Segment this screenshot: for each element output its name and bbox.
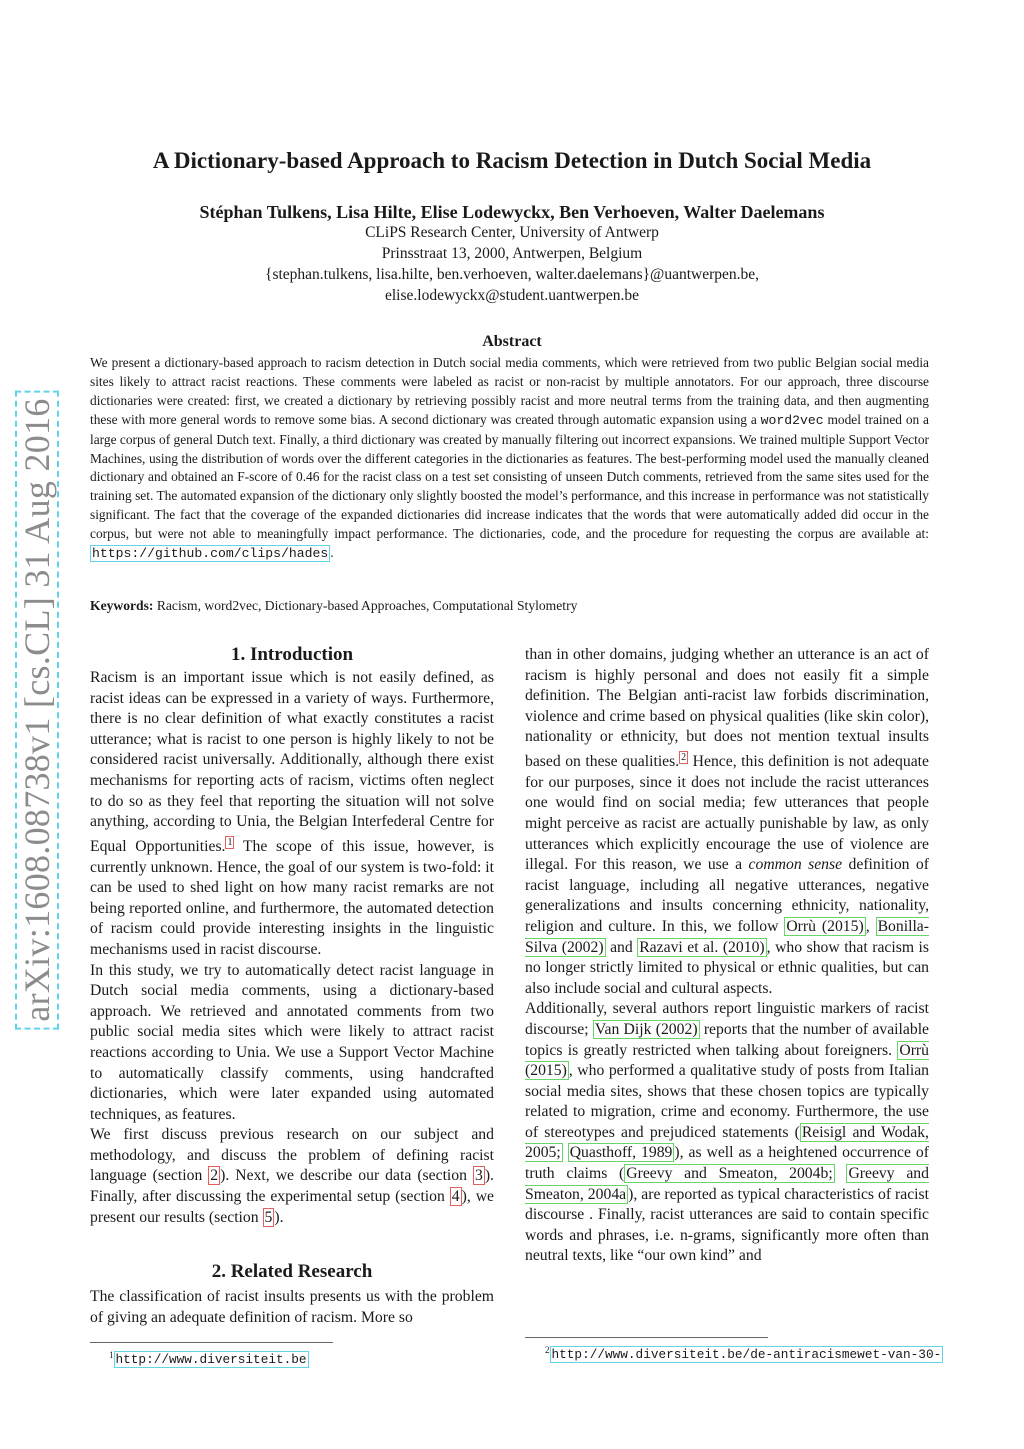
body-text: and	[605, 938, 638, 956]
keywords	[90, 598, 929, 614]
affiliation: CLiPS Research Center, University of Antwerp	[365, 224, 659, 241]
abstract-text-cont: model trained on a large corpus of general Dutch text. Finally, a third dictionary was created by manually filtering out incorrect expansions. We trained multiple Support Vector Machines, using the distribution of words over the different categories in the dictionaries as features. The best-performing model used the manually cleaned dictionary and obtained an F-score of 0.46 for the racist class on a test set consisting of unseen Dutch comments, retrieved from the same sites used for the training set. The automated expansion of the dictionary only slightly boosted the model’s performance, and this increase in performance was not statistically significant. The fact that the coverage of the expanded dictionaries did increase indicates that the words that were automatically added did occur in the corpus, but were not able to meaningfully impact performance. The dictionaries, code, and the procedure for requesting the corpus are available at:	[90, 411, 930, 542]
abstract-end: .	[330, 545, 334, 561]
intro-paragraph-3	[90, 1125, 494, 1228]
intro-text: ). Finally, after discussing the experimental setup (section	[90, 1167, 494, 1206]
body-text: ), as well as a heightened occurrence of truth claims (	[525, 1144, 929, 1183]
intro-paragraph-1	[90, 668, 494, 961]
author-emails: {stephan.tulkens, lisa.hilte, ben.verhoeven, walter.daelemans}@uantwerpen.be,	[265, 266, 759, 283]
section-ref-5[interactable]: 5	[264, 1208, 273, 1226]
footnote-divider-left	[90, 1342, 333, 1343]
body-text: definition of racist language, including all negative utterances, negative generalizations and insults concerning ethnicity, nationality, religion and culture. In this, we follow	[525, 856, 929, 935]
body-text: , who show that racism is no longer strictly limited to physical or ethnic qualities, but can also include social and cultural aspects.	[525, 938, 929, 997]
citation-orru[interactable]: Orrù (2015)	[786, 917, 864, 935]
left-column	[90, 668, 494, 1228]
body-text	[563, 1144, 568, 1161]
right-paragraph-1	[525, 645, 929, 999]
keywords-label: Keywords:	[90, 598, 154, 613]
body-text: ,	[865, 917, 876, 935]
citation-razavi[interactable]: Razavi et al. (2010)	[639, 938, 765, 956]
paper-title: A Dictionary-based Approach to Racism Detection in Dutch Social Media	[152, 148, 872, 173]
related-paragraph: The classification of racist insults presents us with the problem of giving an adequate definition of racism. More so	[90, 1288, 494, 1326]
citation-van-dijk[interactable]: Van Dijk (2002)	[594, 1020, 698, 1038]
intro-text: Racism is an important issue which is not easily defined, as racist ideas can be expressed in a variety of ways. Furthermore, there is no clear definition of what exactly constitutes a racist utterance; what is racist to one person is highly likely to not be considered racist universally. Additionally, although there exist mechanisms for reporting acts of racism, victims often neglect to do so as they feel that reporting the situation will not solve anything, according to Unia, the Belgian Interfederal Centre for Equal Opportunities.	[90, 669, 494, 855]
footnote-2	[545, 1345, 943, 1362]
arxiv-sidebar	[12, 400, 62, 1020]
body-text: Hence, this definition is not adequate for our purposes, since it does not include the racist utterances one would find on social media; few utterances that people might perceive as racist are actually punishable by law, as only utterances which explicitly encourage the use of violence are illegal. For this reason, we use a	[525, 753, 929, 874]
intro-text: We first discuss previous research on our subject and methodology, and discuss the problem of defining racist language (section	[90, 1126, 494, 1185]
right-paragraph-2	[525, 999, 929, 1267]
intro-text-cont: The scope of this issue, however, is currently unknown. Hence, the goal of our system is two-fold: it can be used to shed light on how many racist remarks are not being reported online, and furthermore, the automated detection of racism could provide interesting insights in the linguistic mechanisms used in racist discourse.	[90, 837, 494, 958]
footnote-ref-1[interactable]: 1	[227, 836, 233, 848]
right-column	[525, 645, 929, 1267]
body-text: , who performed a qualitative study of posts from Italian social media sites, shows that these chosen topics are typically related to migration, crime and economy. Furthermore, the use of stereotypes and prejudiced statements (	[525, 1062, 929, 1141]
section-ref-2[interactable]: 2	[210, 1167, 219, 1185]
keywords-text: Racism, word2vec, Dictionary-based Approaches, Computational Stylometry	[153, 598, 578, 613]
citation-greevy-2004b[interactable]: Greevy and Smeaton, 2004b;	[626, 1165, 833, 1183]
address: Prinsstraat 13, 2000, Antwerpen, Belgium	[381, 245, 643, 262]
section-ref-4[interactable]: 4	[451, 1188, 460, 1206]
intro-text: ).	[274, 1208, 284, 1226]
footnote-divider-right	[525, 1337, 768, 1338]
footnote-mark: 2	[545, 1345, 550, 1355]
abstract-heading: Abstract	[482, 333, 542, 350]
author-email-2: elise.lodewyckx@student.uantwerpen.be	[384, 287, 640, 304]
body-text	[835, 1165, 847, 1182]
intro-text: ), we present our results (section	[90, 1188, 494, 1226]
footnote-1	[109, 1350, 309, 1367]
code-word: word2vec	[760, 412, 824, 428]
introduction-heading: 1. Introduction	[230, 644, 354, 665]
citation-greevy-2004a[interactable]: Greevy and Smeaton, 2004a	[525, 1165, 929, 1203]
citation-reisigl-wodak[interactable]: Reisigl and Wodak, 2005;	[525, 1123, 929, 1162]
github-link[interactable]: https://github.com/clips/hades	[92, 546, 329, 562]
footnote-2-link[interactable]: http://www.diversiteit.be/de-antiracismewet-van-30-	[551, 1347, 942, 1363]
intro-paragraph-2: In this study, we try to automatically detect racist language in Dutch social media comments, using a dictionary-based approach. We retrieved and annotated comments from two public social media sites which were likely to attract racist reactions according to Unia. We use a Support Vector Machine to automatically classify comments, using handcrafted dictionaries, which were later expanded using automated techniques, as features.	[90, 961, 494, 1123]
intro-text: ). Next, we describe our data (section	[220, 1167, 473, 1185]
citation-bonilla-silva[interactable]: Bonilla-Silva (2002)	[525, 917, 929, 956]
body-text: Additionally, several authors report linguistic markers of racist discourse;	[525, 1000, 929, 1038]
arxiv-identifier[interactable]: arXiv:1608.08738v1 [cs.CL] 31 Aug 2016	[15, 390, 59, 1029]
abstract-text: We present a dictionary-based approach to racism detection in Dutch social media comments, which were retrieved from two public Belgian social media sites likely to attract racist reactions. These comments were labeled as racist or non-racist by multiple annotators. For our approach, three discourse dictionaries were created: first, we created a dictionary by retrieving possibly racist and more neutral terms from the training data, and then augmenting these with more general words to remove some bias. A second dictionary was created through automatic expansion using a	[90, 355, 929, 427]
emphasis-text: common sense	[748, 856, 843, 874]
abstract-body	[90, 354, 929, 564]
body-text: reports that the number of available topics is greatly restricted when talking about foreigners.	[525, 1020, 930, 1059]
citation-quasthoff[interactable]: Quasthoff, 1989	[569, 1144, 673, 1162]
body-text: than in other domains, judging whether an utterance is an act of racism is highly personal and does not easily fit a simple definition. The Belgian anti-racist law forbids discrimination, violence and crime based on physical qualities (like skin color), nationality or ethnicity, but does not mention textual insults based on these qualities.	[525, 646, 929, 771]
section-ref-3[interactable]: 3	[474, 1167, 483, 1185]
citation-orru-2[interactable]: Orrù (2015)	[525, 1041, 929, 1080]
related-research-heading: 2. Related Research	[211, 1261, 373, 1282]
footnote-ref-2[interactable]: 2	[681, 751, 687, 763]
body-text: ), are reported as typical characteristics of racist discourse . Finally, racist utterances are said to contain specific words and phrases, i.e. n-grams, significantly more often than neutral texts, like “our own kind” and	[525, 1185, 929, 1265]
footnote-1-link[interactable]: http://www.diversiteit.be	[115, 1352, 307, 1368]
author-list: Stéphan Tulkens, Lisa Hilte, Elise Lodewyckx, Ben Verhoeven, Walter Daelemans	[199, 202, 825, 222]
footnote-mark: 1	[109, 1350, 114, 1360]
